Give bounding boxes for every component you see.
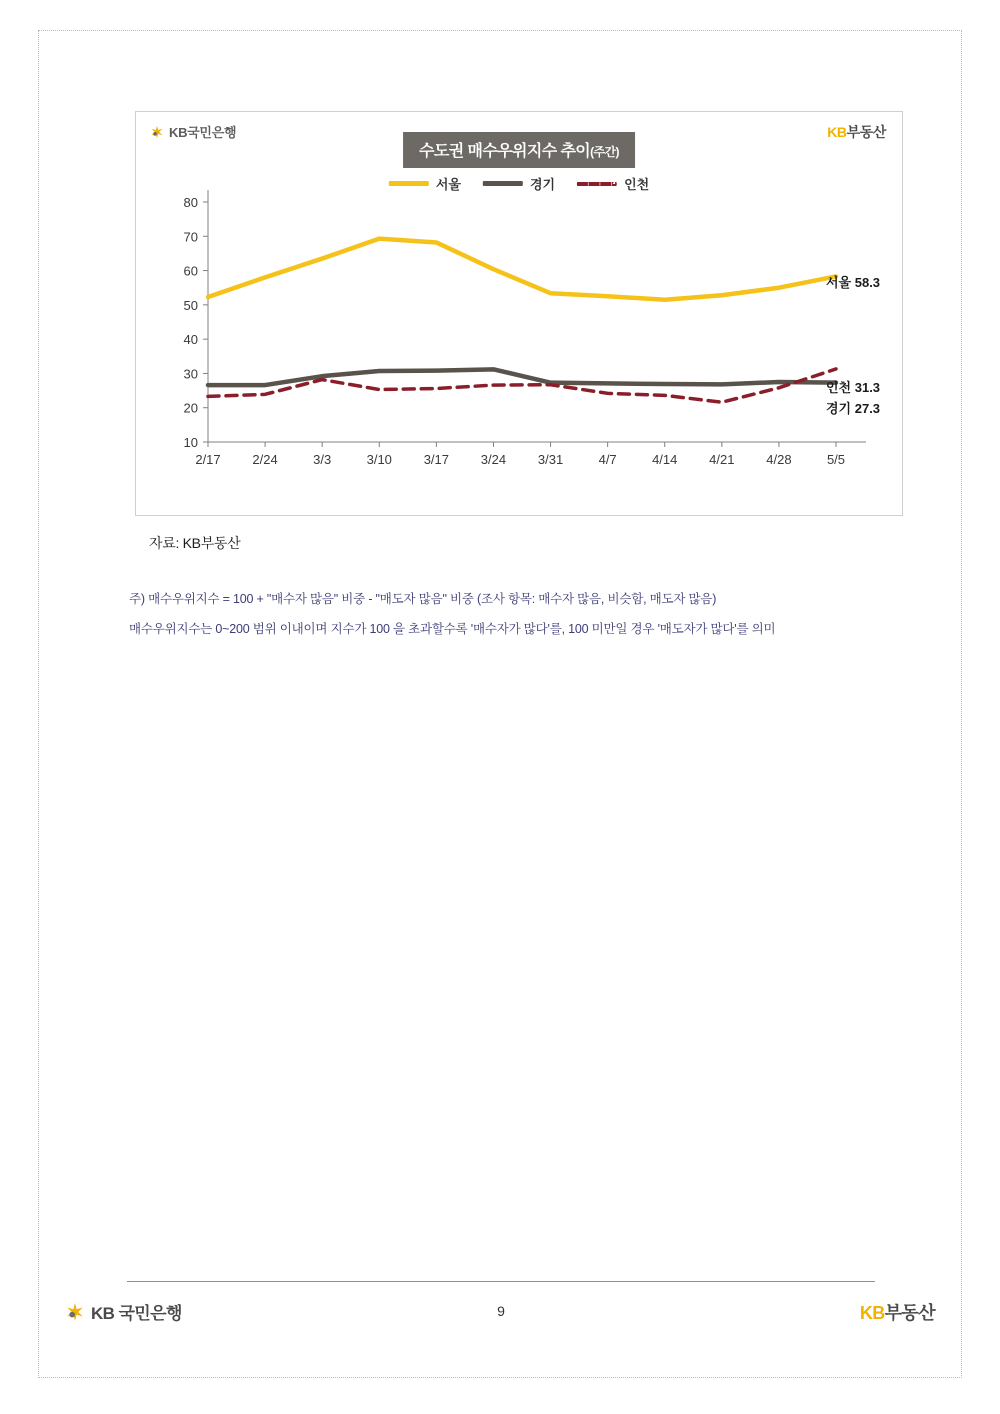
svg-text:4/28: 4/28 bbox=[766, 452, 792, 467]
svg-text:50: 50 bbox=[183, 297, 198, 313]
svg-text:60: 60 bbox=[183, 263, 198, 279]
footer-realty-logo-rest: 부동산 bbox=[884, 1303, 935, 1323]
chart-container bbox=[135, 111, 903, 516]
svg-text:3/17: 3/17 bbox=[423, 452, 450, 467]
svg-text:3/10: 3/10 bbox=[366, 452, 392, 467]
svg-text:4/14: 4/14 bbox=[652, 452, 678, 467]
footer-divider bbox=[127, 1281, 875, 1282]
note-line-1: 주) 매수우위지수 = 100 + "매수자 많음" 비중 - "매도자 많음" 비중 (조사 항목: 매수자 많음, 비슷함, 매도자 많음) bbox=[129, 592, 717, 606]
svg-text:20: 20 bbox=[183, 400, 198, 416]
svg-text:2/24: 2/24 bbox=[252, 452, 278, 467]
legend-label-incheon: 인천 bbox=[624, 177, 650, 192]
svg-text:10: 10 bbox=[183, 435, 198, 450]
svg-text:30: 30 bbox=[183, 366, 198, 382]
footer-realty-logo-kb: KB bbox=[859, 1303, 885, 1323]
kb-bank-logo-text: KB국민은행 bbox=[169, 125, 237, 140]
chart-title-main: 수도권 매수우위지수 추이 bbox=[419, 143, 591, 160]
series-end-label-gyeonggi: 경기 27.3 bbox=[826, 401, 881, 416]
source-text: 자료: KB부동산 bbox=[149, 535, 241, 551]
svg-text:2/17: 2/17 bbox=[195, 452, 221, 467]
footer-bank-logo-text: KB 국민은행 bbox=[91, 1304, 182, 1323]
page-number: 9 bbox=[497, 1303, 505, 1319]
chart-svg bbox=[136, 112, 904, 517]
page-frame bbox=[38, 30, 962, 1378]
footer-realty-logo bbox=[860, 1299, 935, 1325]
svg-text:70: 70 bbox=[183, 229, 198, 245]
svg-text:3/24: 3/24 bbox=[480, 452, 507, 467]
svg-text:4/7: 4/7 bbox=[598, 452, 617, 467]
kb-realty-logo-rest: 부동산 bbox=[846, 124, 886, 140]
legend-label-gyeonggi: 경기 bbox=[529, 177, 556, 192]
svg-text:4/21: 4/21 bbox=[709, 452, 735, 467]
kb-realty-logo-kb: KB bbox=[827, 124, 847, 140]
svg-text:5/5: 5/5 bbox=[826, 452, 846, 467]
svg-text:3/3: 3/3 bbox=[313, 452, 332, 467]
plot-area bbox=[136, 112, 904, 517]
series-end-label-seoul: 서울 58.3 bbox=[826, 275, 881, 290]
svg-text:80: 80 bbox=[183, 195, 198, 210]
note-line-2: 매수우위지수는 0~200 범위 이내이며 지수가 100 을 초과할수록 '매수자가 많다'를, 100 미만일 경우 '매도자가 많다'를 의미 bbox=[129, 622, 776, 636]
legend-label-seoul: 서울 bbox=[435, 177, 461, 192]
chart-title-sub: (주간) bbox=[590, 145, 619, 159]
svg-text:3/31: 3/31 bbox=[537, 452, 564, 467]
svg-text:40: 40 bbox=[183, 332, 198, 348]
series-end-label-incheon: 인천 31.3 bbox=[826, 380, 881, 395]
